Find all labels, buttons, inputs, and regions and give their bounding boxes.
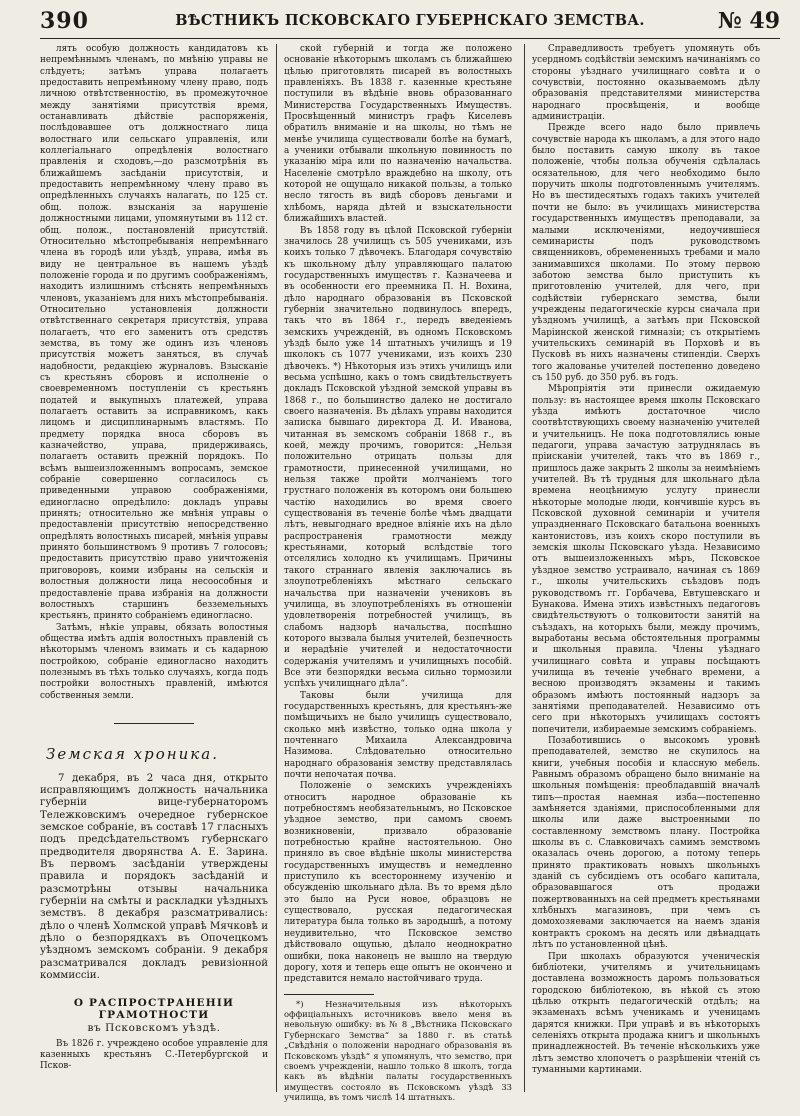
paragraph: Таковы были училища для государственныхъ крестьянъ, для крестьянъ-же помѣщичьихъ не было училищъ существовало, сколько мнѣ извѣстно, только одна школа у почтеннаго Михаила Александровича Назимова. Слѣдовательно относительно народнаго образованія земству представлялась почти непочатая почва. <box>284 690 512 780</box>
section-divider <box>40 716 268 727</box>
header-rule <box>40 38 780 39</box>
footnote-rule <box>284 994 374 995</box>
footnote-text: *) Незначительныя изъ нѣкоторыхъ оффиціальныхъ источниковъ ввело меня въ невольную ошибку: въ № 8 „Вѣстника Псковскаго Губернскаго Земства“ за 1880 г. въ статьѣ „Свѣдѣнія о положеніи народнаго образованія въ Псковскомъ уѣздѣ“ я упомянулъ, что земство, при своемъ учрежденіи, нашло только 8 школъ, тогда какъ въ вѣдѣніи палаты государственныхъ имуществъ состояло въ Псковскомъ уѣздѣ 33 училища, въ томъ числѣ 14 штатныхъ. <box>284 998 512 1103</box>
section-title: Земская хроника. <box>46 745 219 764</box>
paragraph: Справедливость требуетъ упомянуть объ усердномъ содѣйствіи земскимъ начинаніямъ со стороны уѣзднаго училищнаго совѣта и о сочувствіи, постоянно оказываемомъ дѣлу образованія представителями министерства народнаго просвѣщенія, и вообще администраціи. <box>532 44 760 123</box>
paragraph: Прежде всего надо было привлечь сочувствіе народа къ школамъ, а для этого надо было поставить самую школу въ такое положеніе, чтобы польза обученія сдѣлалась осязательною, для чего необходимо было поручить школы подготовленнымъ учителямъ. Но въ шестидесятыхъ годахъ такихъ учителей почти не было: въ училищахъ министерства государственныхъ имуществъ преподавали, за малыми исключеніями, недоучившіеся семинаристы подъ руководствомъ священниковъ, обремененныхъ требами и мало занимавшихся школами. По этому первою заботою земства было приступить къ приготовленію учителей, для чего, при содѣйствіи губернскаго земства, были учреждены педагогическіе курсы сначала при уѣздномъ училищѣ, а затѣмъ при Псковской Маріинской женской гимназіи; съ открытіемъ учительскихъ семинарій въ Порховѣ и въ Пусковѣ въ нихъ назначены стипендіи. Сверхъ того жалованье учителей постепенно доведено съ 150 руб. до 350 руб. въ годъ. <box>532 123 760 383</box>
paragraph: ской губерній и тогда же положено основаніе нѣкоторымъ школамъ съ ближайшею цѣлью приготовлять писарей въ волостныхъ правленіяхъ. Въ 1838 г. казенные крестьяне поступили въ вѣдѣніе вновь образованнаго Министерства Государственныхъ Имуществъ. Просвѣщенный министръ графъ Киселевъ обратилъ вниманіе и на школы, но тѣмъ не менѣе училища существовали болѣе на бумагѣ, а ученики отбывали школьную повинность по указанію міра или по назначенію начальства. Населеніе смотрѣло враждебно на школу, отъ которой не ощущало никакой пользы, а только несло тягость въ видѣ сборовъ деньгами и хлѣбомъ, наряда дѣтей и взыскательности ближайшихъ властей. <box>284 44 512 225</box>
paragraph: 7 декабря, въ 2 часа дня, открыто исправляющимъ должность начальника губерніи вице-губернаторомъ Тележковскимъ очередное губернское земское собраніе, въ составѣ 17 гласныхъ подъ предсѣдательствомъ губернскаго предводителя дворянства А. Е. Зарина. Въ первомъ засѣданіи утверждены правила и порядокъ засѣданій и разсмотрѣны отзывы начальника губерніи на смѣты и раскладки уѣздныхъ земствъ. 8 декабря разсматривались: дѣло о членѣ Холмской управѣ Мячковѣ и дѣло о безпорядкахъ въ Опочецкомъ уѣздномъ земскомъ собраніи. 9 декабря разсматривался докладъ ревизіонной коммиссіи. <box>40 772 268 982</box>
article-subtitle: въ Псковскомъ уѣздѣ. <box>87 1022 221 1035</box>
page-number: 390 <box>40 8 89 34</box>
article-title: О РАСПРОСТРАНЕНІИ ГРАМОТНОСТИ <box>73 997 235 1021</box>
paragraph: Въ 1858 году въ цѣлой Псковской губерніи значилось 28 училищъ съ 505 учениками, изъ коихъ только 7 дѣвочекъ. Благодаря сочувствію къ школьному дѣлу управляющаго палатою государственныхъ имуществъ г. Казначеева и въ особенности его преемника П. Н. Вохина, дѣло народнаго образованія въ Псковской губерніи значительно подвинулось впередъ, такъ что въ 1864 г., передъ введеніемъ земскихъ учрежденій, въ одномъ Псковскомъ уѣздѣ было уже 14 штатныхъ училищъ и 19 школокъ съ 1077 учениками, изъ коихъ 230 дѣвочекъ. *) Нѣкоторыя изъ этихъ училищъ или весьма успѣшно, какъ о томъ свидѣтельствуетъ докладъ Псковской уѣздной земской управы въ 1868 г., по большинство далеко не достигало своего назначенія. Въ дѣлахъ управы находится записка бывшаго директора Д. И. Иванова, читанная въ земскомъ собраніи 1868 г., въ коей, между прочимъ, говорится: „Нельзя положительно отрицать пользы для грамотности, принесенной училищами, но нельзя также пройти молчаніемъ того грустнаго положенія въ которомъ они большею частію находились во время своего существованія въ теченіе болѣе чѣмъ двадцати лѣтъ, невыгоднаго вредное вліяніе ихъ на дѣло распространенія грамотности между крестьянами, который вслѣдствіе того отселялись холодно къ училищамъ. Причины такого страннаго явленія заключались въ злоупотребленіяхъ мѣстнаго сельскаго начальства при назначеніи учениковъ въ училища, въ злоупотребленіяхъ въ отношеніи удовлетворенія потребностей училищъ, въ слабомъ надзорѣ начальства, поспѣшно которого вызвала былыя учителей, безпечность и нерадѣніе учителей и недостаточности содержанія учителямъ и училищныхъ пособій. Все эти безпорядки весьма сильно тормозили успѣхъ училищнаго дѣла“. <box>284 225 512 690</box>
column-left <box>40 44 268 1073</box>
paragraph: Мѣропріятія эти принесли ожидаемую пользу: въ настоящее время школы Псковскаго уѣзда имѣютъ достаточное число соотвѣтствующихъ своему назначенію учителей и учительницъ. Не пока подготовлялись юные педагоги, управа зачастую затруднялась въ пріисканіи учителей, такъ что въ 1869 г., пришлось даже закрыть 2 школы за неимѣніемъ учителей. Въ тѣ трудныя для школьнаго дѣла времена неоцѣнимую услугу принесли нѣкоторые молодые люди, кончившіе курсъ въ Псковской духовной семинаріи и учителя упраздненнаго Псковскаго батальона военныхъ кантонистовъ, изъ коихъ скоро поступили въ земскія школы Псковскаго уѣзда. Независимо отъ вышеизложенныхъ мѣръ, Псковское уѣздное земство устраивало, начиная съ 1869 г., школы учительскихъ съѣздовъ подъ руководствомъ гг. Горбачева, Евтушевскаго и Бунакова. Имена этихъ извѣстныхъ педагоговъ свидѣтельствуютъ о толковитости занятій на съѣздахъ, на которыхъ были, между прочимъ, выработаны весьма обстоятельныя программы и школьныя правила. Члены уѣзднаго училищнаго совѣта и управы посѣщаютъ училища въ теченіе учебнаго времени, а весною производятъ экзамены и такимъ образомъ имѣютъ постоянный надзоръ за занятіями преподавателей. Независимо отъ сего при нѣкоторыхъ училищахъ состоятъ попечители, избираемые земскимъ собраніемъ. <box>532 384 760 735</box>
column-middle <box>284 44 512 1103</box>
column-right <box>532 44 760 1076</box>
column-divider <box>524 44 525 1092</box>
column-divider <box>276 44 277 1092</box>
paragraph: При школахъ образуются ученическія библіотеки, учителямъ и учительницамъ доставлена возможность даромъ пользоваться городскою библіотекою, въ нѣкой съ этою цѣлью открыть педагогическій отдѣлъ; на экзаменахъ всѣмъ ученикамъ и ученицамъ дарятся книжки. При управѣ и въ нѣкоторыхъ селеніяхъ открыта продажа книгъ и школьныхъ принадлежностей. Въ теченіе нѣсколькихъ уже лѣтъ земство хлопочетъ о разрѣшеніи чтеній съ туманными картинами. <box>532 951 760 1075</box>
paragraph: Положеніе о земскихъ учрежденіяхъ относитъ народное образованіе къ потребностямъ необязательнымъ, но Псковское уѣздное земство, при самомъ своемъ возникновеніи, призвало образованіе потребностью крайне настоятельною. Оно приняло въ свое вѣдѣніе школы министерства государственныхъ имуществъ и немедленно приступило къ всестороннему изученію и обсужденію школьнаго дѣла. Въ то время дѣло это было на Руси новое, образцовъ не существовало, русская педагогическая литература была только въ зародышѣ, а потому неудивительно, что Псковское земство дѣйствовало ощупью, дѣлало неоднократно ошибки, пока наконецъ не вышло на твердую дорогу, хотя и теперь еще опытъ не окончено и представится немало настойчиваго труда. <box>284 781 512 985</box>
paragraph: лять особую должность кандидатовъ къ непремѣннымъ членамъ, по мнѣнію управы не слѣдуетъ; затѣмъ управа полагаетъ предоставить непремѣнному члену право, подъ личною отвѣтственностію, въ промежуточное между занятіями присутствія время, останавливать дѣйствіе распоряженія, послѣдовавшее отъ должностнаго лица волостнаго или сельскаго управленія, или коллегіальнаго опредѣленія волостнаго правленія и сходовъ,—до разсмотрѣнія въ ближайшемъ засѣданіи присутствія, и предоставить непремѣнному члену право въ опредѣленныхъ случаяхъ налагать, по 125 ст. общ. полож. взысканія за нарушеніе должностными лицами, упомянутыми въ 112 ст. общ. полож., постановленій присутствій. Относительно мѣстопребыванія непремѣннаго члена въ городѣ или уѣздѣ, управа, имѣя въ виду не центральное въ нашемъ уѣздѣ положеніе города и по другимъ соображеніямъ, находитъ излишнимъ стѣснять непремѣнныхъ членовъ, указаніемъ для нихъ мѣстопребыванія. Относительно установленія должности отвѣтственнаго секретаря присутствія, управа полагаетъ, что его заменитъ отъ средствъ земства, въ тому же одинъ изъ членовъ присутствія можетъ заняться, въ случаѣ надобности, редакціею журналовъ. Взысканіе съ крестьянъ сборовъ и исполненіе о своевременномъ поступленіи съ крестьянъ податей и выкупныхъ платежей, управа полагаетъ оставить за исправникомъ, какъ лицомъ и дисциплинарнымъ властямъ. По предмету порядка вноса сборовъ въ казначейство, управа, придерживаясь, полагаетъ оставить прежній порядокъ. По всѣмъ вышеизложеннымъ вопросамъ, земское собраніе совершенно согласилось съ приведенными управою соображеніями, единогласно опредѣлило: докладъ управы принять; относительно же мнѣнія управы о предоставленіи присутствію непосредственно опредѣлять волостныхъ писарей, мнѣнія управы принято большинствомъ 9 противъ 7 голосовъ; предоставить присутствію право уничтоженія приговоровъ, коими избраны на сельскія и волостныя должности лица несоособныя и предоставленіе права избранія на должности волостныхъ старшинъ безземельныхъ крестьянъ, принято собраніемъ единогласно. <box>40 44 268 622</box>
chronicle <box>40 773 268 983</box>
page-header <box>40 8 780 36</box>
running-title: ВѢСТНИКЪ ПСКОВСКАГО ГУБЕРНСКАГО ЗЕМСТВА. <box>175 12 645 29</box>
paragraph: Позаботившись о высокомъ уровнѣ преподавателей, земство не скупилось на книги, учебныя пособія и классную мебель. Равнымъ образомъ обращено было вниманіе на школьныя помѣщенія: преобладавшій вначалѣ типъ—простая наемная изба—постепенно замѣняется зданіями, приспособленными для школы или даже выстроенными по составленному земствомъ плану. Постройка школы въ с. Славковичахъ самимъ земствомъ оказалась очень дорогою, а потому теперь принято практиковать новыхъ школьныхъ зданій съ субсидіемъ отъ особаго капитала, образовавшагося отъ продажи пожертвованныхъ на сей предметъ крестьянами хлѣбныхъ магазиновъ, при чемъ съ домохозяевами заключается на наемъ зданія контрактъ срокомъ на десять или двѣнадцать лѣтъ по установленной цѣнѣ. <box>532 735 760 951</box>
paragraph: Затѣмъ, нѣкіе управы, обязать волостныя общества имѣть адпія волостныхъ правленій съ нѣкоторымъ членомъ взимать и съ кадарною постройкою, собраніе единогласно находитъ полезнымъ въ тѣхъ только случаяхъ, когда подъ постройки волостныхъ правленій, имѣются собственныя земли. <box>40 622 268 701</box>
footnote <box>284 999 512 1103</box>
paragraph: Въ 1826 г. учреждено особое управленіе для казенныхъ крестьянъ С.-Петербургской и Псков- <box>40 1038 268 1072</box>
issue-number: № 49 <box>717 8 780 34</box>
